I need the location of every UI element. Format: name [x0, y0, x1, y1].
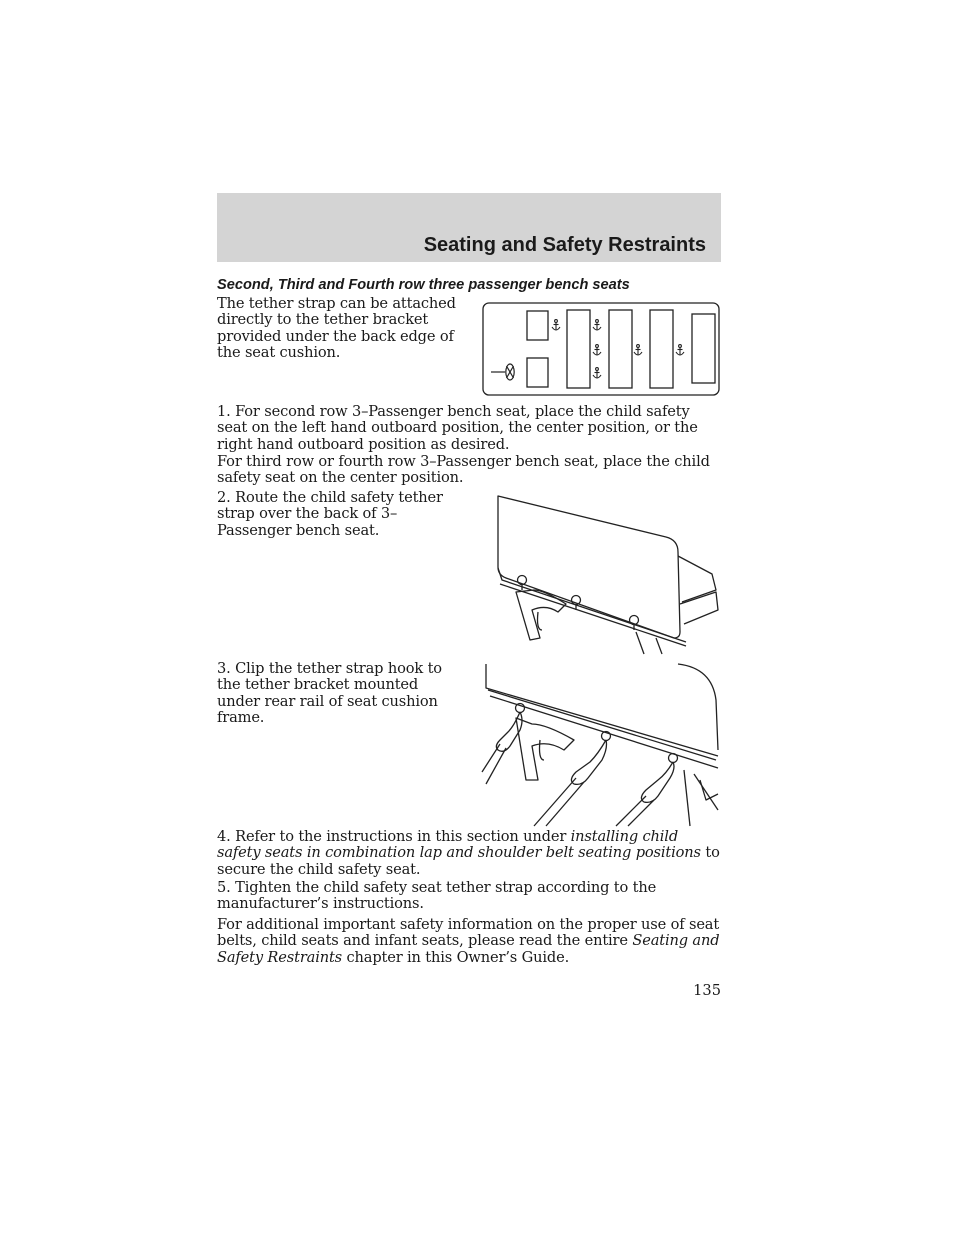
step-4-reference: installing child safety seats in combination lap and shoulder belt seating positions: [217, 828, 701, 862]
steering-wheel-icon: [491, 364, 514, 380]
bench-seat-illustration: [486, 492, 722, 655]
tether-hook-illustration: [480, 660, 722, 827]
header-band: [217, 193, 721, 262]
section-heading: Second, Third and Fourth row three passenger bench seats: [217, 277, 630, 293]
page-number: 135: [693, 982, 721, 999]
step-3: 3. Clip the tether strap hook to the tether bracket mounted under rear rail of seat cushion frame.: [217, 660, 442, 727]
step-2: 2. Route the child safety tether strap over the back of 3–Passenger bench seat.: [217, 489, 443, 539]
third-row-note: For third row or fourth row 3–Passenger bench seat, place the child safety seat on the center position.: [217, 453, 710, 487]
closing-paragraph: [217, 917, 723, 966]
step-4-text: 4. Refer to the instructions in this section under: [217, 828, 571, 845]
step-5: 5. Tighten the child safety seat tether strap according to the manufacturer’s instructions.: [217, 879, 657, 913]
intro-paragraph: The tether strap can be attached directly to the tether bracket provided under the back edge of the seat cushion.: [217, 295, 456, 362]
closing-text: For additional important safety information on the proper use of seat belts, child seats and infant seats, please read the entire: [217, 916, 720, 950]
page-title: Seating and Safety Restraints: [423, 234, 706, 256]
closing-chapter-reference: Seating and Safety Restraints: [217, 932, 720, 966]
step-4-text-end: to secure the child safety seat.: [217, 844, 720, 878]
step-4: [217, 829, 723, 878]
seat-layout-diagram: [482, 302, 722, 397]
step-1: 1. For second row 3–Passenger bench seat, place the child safety seat on the left hand outboard position, the center position, or the right hand outboard position as desired.: [217, 403, 698, 453]
closing-text-end: chapter in this Owner’s Guide.: [342, 948, 570, 966]
